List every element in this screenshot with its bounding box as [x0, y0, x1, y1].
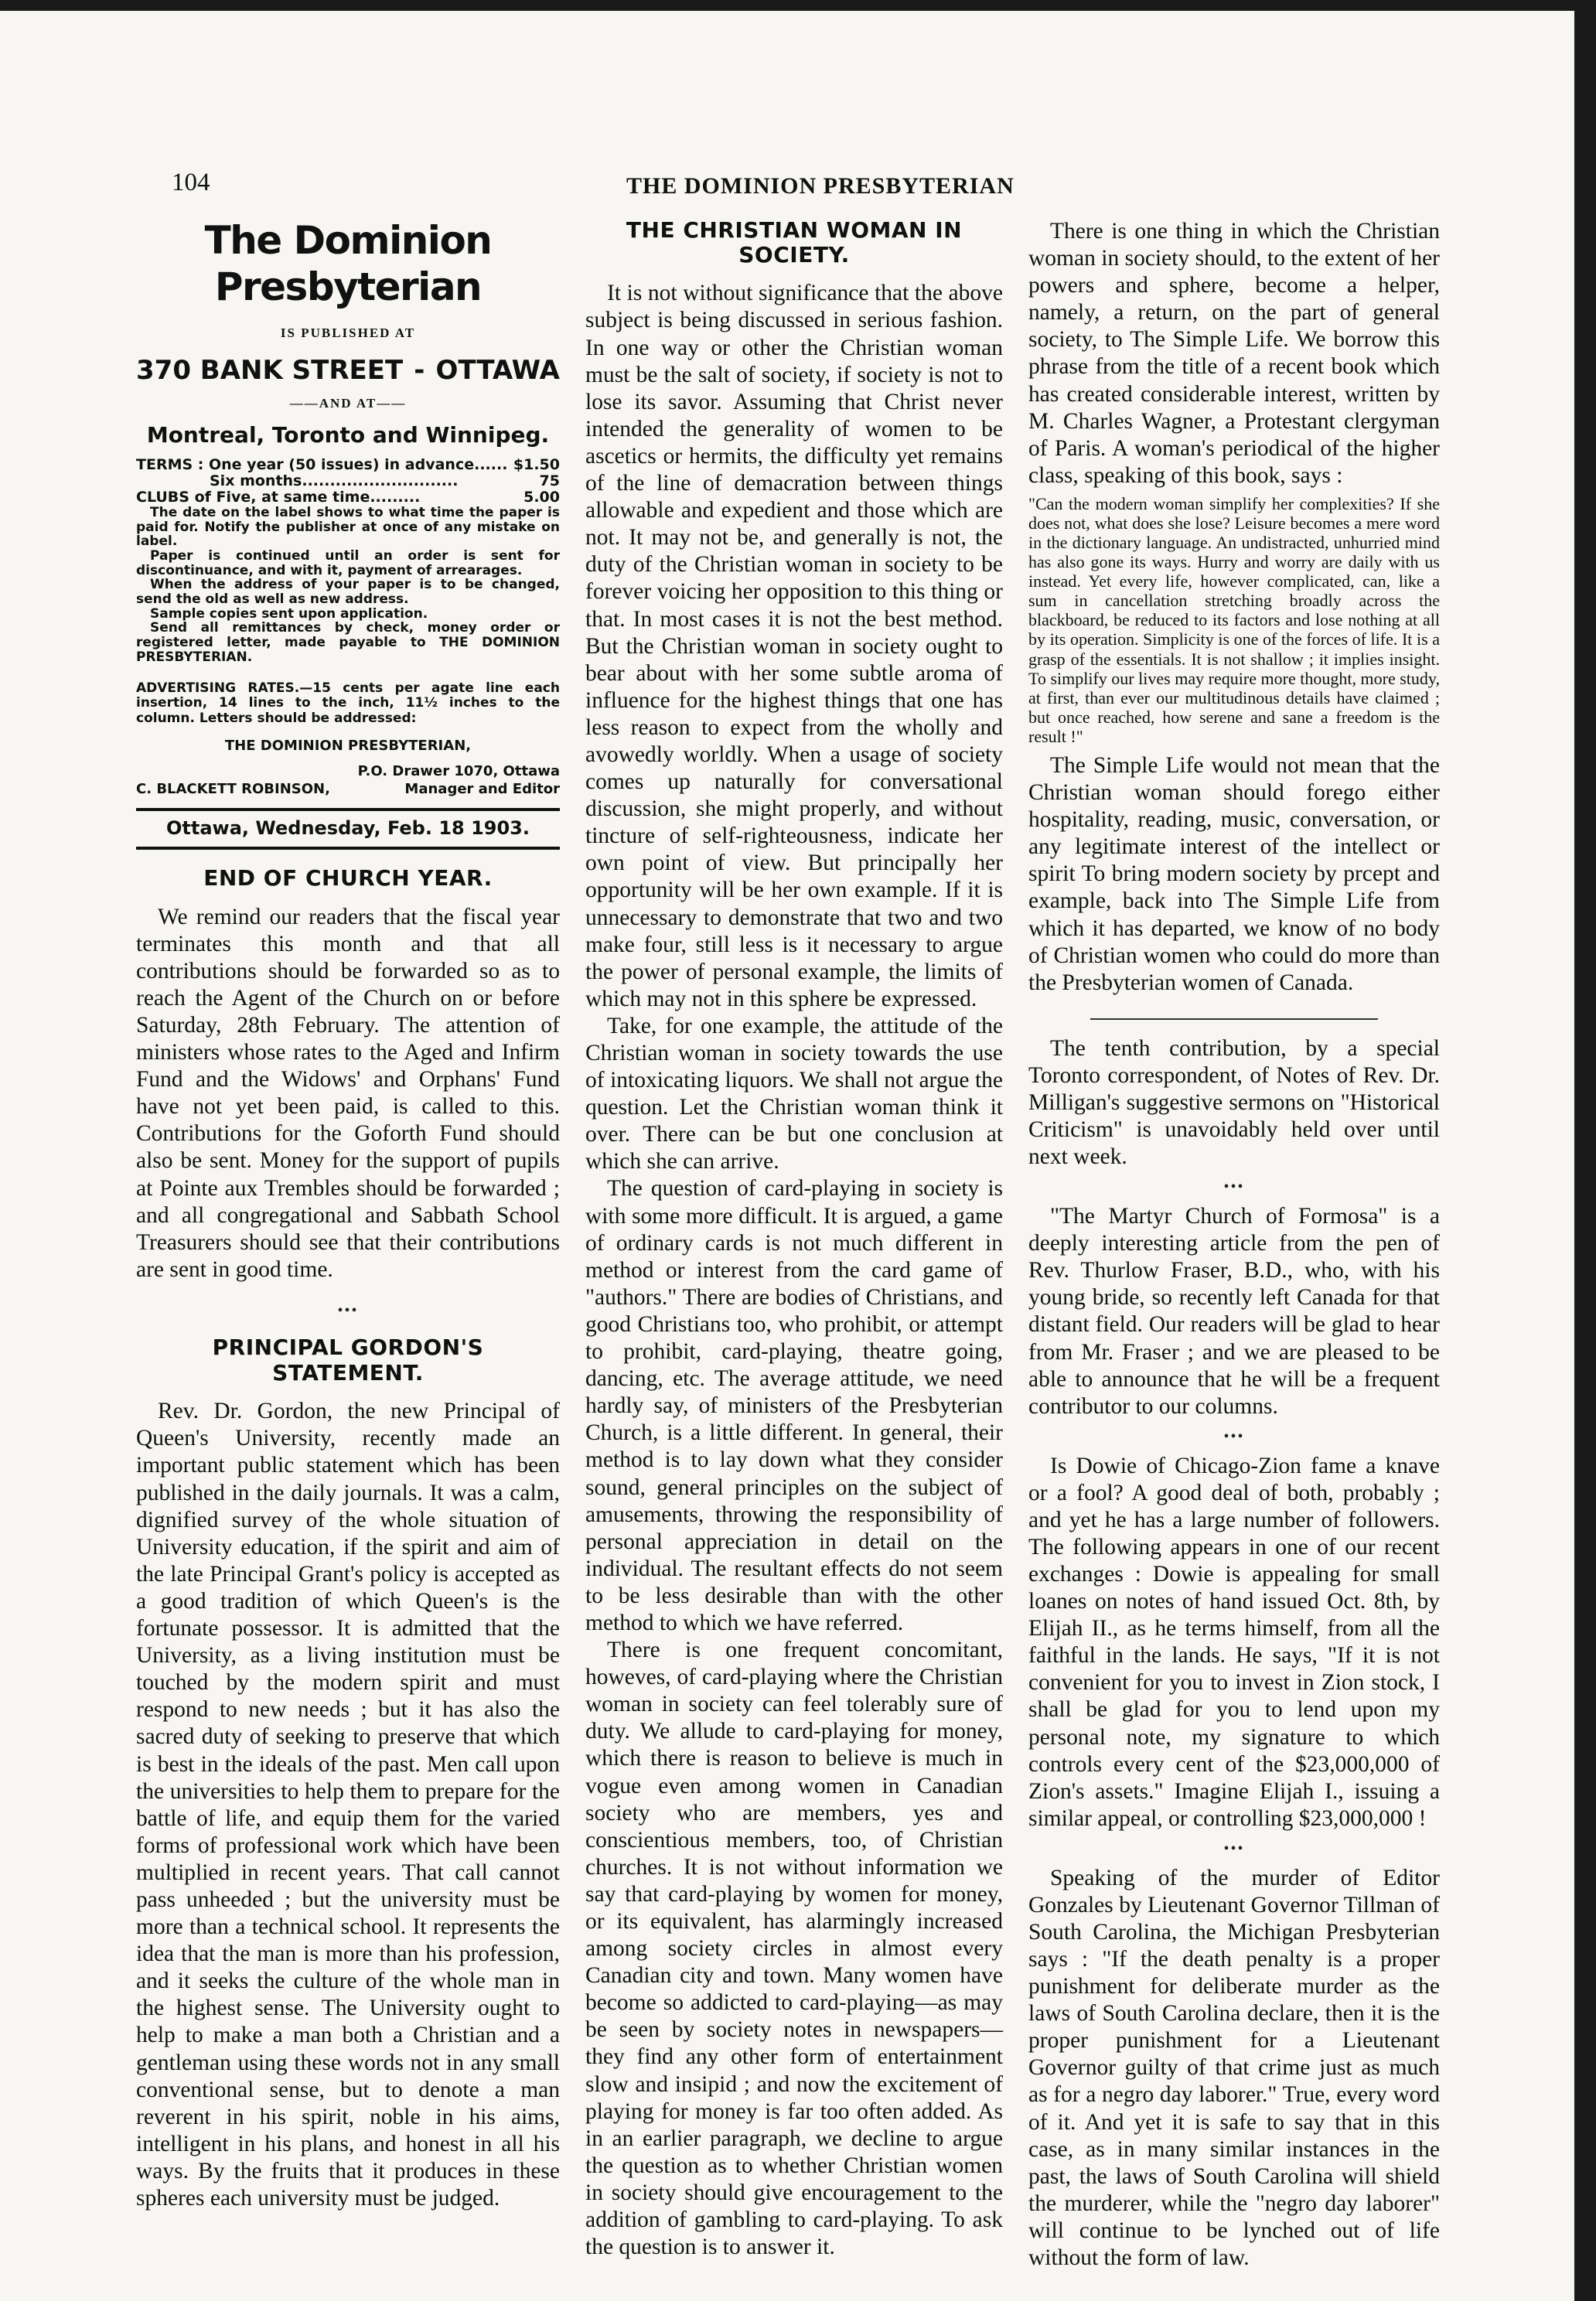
notice: Paper is continued until an order is sent for discontinuance, and with it, payment of arrearages. [136, 547, 560, 578]
terms-one-year: One year (50 issues) in advance...... [209, 456, 508, 474]
gonzales-note: Speaking of the murder of Editor Gonzales by Lieutenant Governor Tillman of South Carolina, the Michigan Presbyterian says : "If the death penalty is a proper punishment for deliberate murder as the laws of South Carolina declare, then it is the proper punishment for a Lieutenant Governor guilty of that crime just as much as for a negro day laborer." True, every word of it. And yet it is safe to say that in this case, as in many similar instances in the past, the laws of South Carolina will shield the murderer, while the "negro day laborer" will continue to be lynched out of life without the form of law. [1028, 1865, 1440, 2271]
column-right [1028, 218, 1440, 2272]
ornament: ••• [1223, 1839, 1245, 1857]
column-middle [585, 218, 1003, 2261]
masthead-title: The Dominion Presbyterian [204, 218, 492, 309]
city: OTTAWA [435, 355, 560, 387]
editor-line [136, 780, 560, 798]
po-box: P.O. Drawer 1070, Ottawa [357, 762, 560, 779]
christian-woman-p5: There is one thing in which the Christian woman in society should, to the extent of her powers and sphere, become a helper, namely, a return, on the part of general society, to The Simple Life. We borrow this phrase from the title of a recent book which has created considerable interest, written by M. Charles Wagner, a Protestant clergyman of Paris. A woman's periodical of the higher class, speaking of this book, says : [1028, 219, 1440, 488]
notice: When the address of your paper is to be changed, send the old as well as new address. [136, 577, 560, 607]
christian-woman-p4: There is one frequent concomitant, howeves, of card-playing where the Christian woman in society can feel tolerably sure of duty. We allude to card-playing for money, which there is reason to believe is much in vogue even among women in Canadian society who are members, yes and conscientious members, too, of Christian churches. It is not without information we say that card-playing by women for money, or its equivalent, has alarmingly increased among society circles in almost every Canadian city and town. Many women have become so addicted to card-playing—as may be seen by society notes in newspapers—they find any other form of entertainment slow and insipid ; and now the excitement of playing for money is far too often added. As in an earlier paragraph, we decline to argue the question as to whether Christian women in society should give encouragement to the addition of gambling to card-playing. To ask the question is to answer it. [585, 1638, 1003, 2260]
ornament: ••• [1223, 1427, 1245, 1445]
terms-six-months: Six months............................ [210, 472, 459, 490]
dateline: Ottawa, Wednesday, Feb. 18 1903. [136, 808, 560, 851]
subscription-terms [136, 457, 560, 506]
scan-edge-right [1574, 0, 1596, 2301]
terms-clubs: CLUBS of Five, at same time......... [136, 488, 421, 506]
terms-six-months-price: 75 [539, 472, 560, 490]
heading-christian-woman: THE CHRISTIAN WOMAN IN SOCIETY. [626, 217, 963, 268]
street: 370 BANK STREET [136, 355, 404, 387]
divider [1090, 1018, 1378, 1020]
editor-name: C. BLACKETT ROBINSON, [136, 781, 330, 798]
masthead-address [136, 355, 560, 386]
terms-one-year-price: $1.50 [513, 456, 560, 474]
heading-end-church-year: END OF CHURCH YEAR. [203, 865, 493, 891]
simple-life-quote: "Can the modern woman simplify her complexities? If she does not, what does she lose? Leisure becomes a mere word in the dictionary language. An undistracted, unhurried mind has also gone its ways. Hurry and worry are daily with us instead. Yet every life, however complicated, can, like a sum in cancellation stretching broadly across the blackboard, be reduced to its factors and lose nothing at all by its operation. Simplicity is one of the forces of life. It is a grasp of the essentials. It is not shallow ; it implies insight. To simplify our lives may require more thought, more study, at first, than ever our multitudinous details have claimed ; but once reached, how serene and sane a freedom is the result !" [1028, 493, 1440, 746]
ornament: ••• [337, 1301, 359, 1319]
editor-title: Manager and Editor [404, 781, 560, 798]
terms-label: TERMS : [136, 456, 204, 474]
published-at: IS PUBLISHED AT [280, 326, 416, 340]
gordon-body: Rev. Dr. Gordon, the new Principal of Queen's University, recently made an important public statement which has been published in the daily journals. It was a calm, dignified survey of the whole situation of University education, if the spirit and aim of the late Principal Grant's policy is accepted as a good tradition of which Queen's is the fortunate possessor. It is admitted that the University, as a living institution must be touched by the modern spirit and must respond to new needs ; but it has also the sacred duty of seeking to preserve that which is best in the ideals of the past. Men call upon the universities to help them to prepare for the battle of life, and equip them for the varied forms of professional work which have been multiplied in recent years. That call cannot pass unheeded ; but the university must be more than a technical school. It represents the idea that the man is more than his profession, and it seeks the culture of the whole man in the highest sense. The University ought to help to make a man both a Christian and a gentleman using these words not in any small conventional sense, but to denote a man reverent in his spirit, noble in his aims, intelligent in his plans, and honest in all his ways. By the fruits that it produces in these spheres each university must be judged. [136, 1399, 560, 2211]
formosa-note: "The Martyr Church of Formosa" is a deeply interesting article from the pen of Rev. Thurlow Fraser, B.D., who, with his young bride, so recently left Canada for that distant field. Our readers will be glad to hear from Mr. Fraser ; and we are pleased to be able to announce that he will be a frequent contributor to our columns. [1028, 1204, 1440, 1419]
terms-clubs-price: 5.00 [523, 488, 560, 506]
scan-edge-top [0, 0, 1596, 11]
terms-row-clubs [136, 489, 560, 506]
mailing-address [136, 737, 560, 799]
address-dash: - [414, 355, 425, 387]
ornament: ••• [1223, 1178, 1245, 1196]
christian-woman-p6: The Simple Life would not mean that the Christian woman should forego either hospitality, reading, music, conversation, or any legitimate interest of the intellect or spirit To bring modern society by prcept and example, back into The Simple Life from which it has departed, we know of no body of Christian women who could do more than the Presbyterian women of Canada. [1028, 752, 1440, 995]
end-church-year-body: We remind our readers that the fiscal year terminates this month and that all contributions should be forwarded so as to reach the Agent of the Church on or before Saturday, 28th February. The attention of ministers whose rates to the Aged and Infirm Fund and the Widows' and Orphans' Fund have not yet been paid, is called to this. Contributions for the Goforth Fund should also be sent. Money for the support of pupils at Pointe aux Trembles should be forwarded ; and all congregational and Sabbath School Treasurers should see that their contributions are sent in good time. [136, 904, 560, 1282]
column-left [136, 218, 560, 2212]
notice: The date on the label shows to what time the paper is paid for. Notify the publisher at once of any mistake on label. [136, 504, 560, 550]
dowie-note: Is Dowie of Chicago-Zion fame a knave or a fool? A good deal of both, probably ; and yet he has a large number of followers. The following appears in one of our recent exchanges : Dowie is appealing for small loanes on notes of hand issued Oct. 8th, by Elijah II., as he terms himself, from all the faithful in the lands. He says, "If it is not convenient for you to invest in Zion stock, I shall be glad for you to lend upon my personal note, my signature to which controls every cent of the $23,000,000 of Zion's assets." Imagine Elijah I., issuing a similar appeal, or controlling $23,000,000 ! [1028, 1453, 1440, 1831]
advertising-rates: ADVERTISING RATES.—15 cents per agate line each insertion, 14 lines to the inch, 11½ inches to the column. Letters should be addressed: [136, 680, 560, 726]
address-name: THE DOMINION PRESBYTERIAN, [224, 737, 472, 754]
terms-row-year [136, 457, 560, 473]
page-number: 104 [172, 169, 210, 196]
christian-woman-p3: The question of card-playing in society is with some more difficult. It is argued, a game of ordinary cards is not much different in method or interest from the card game of "authors." There are bodies of Christians, and good Christians too, who prohibit, or attempt to prohibit, card-playing, theatre going, dancing, etc. The average attitude, we need hardly say, of ministers of the Presbyterian Church, is a little different. In general, their method is to lay down what they consider sound, general principles on the subject of amusements, throwing the responsibility of personal appreciation in detail on the individual. The resultant effects do not seem to be less desirable than with the other method to which we have referred. [585, 1176, 1003, 1635]
christian-woman-p1: It is not without significance that the above subject is being discussed in serious fashion. In one way or other the Christian woman must be the salt of society, if society is not to lose its savor. Assuming that Christ never intended the generality of women to be ascetics or hermits, the difficulty yet remains of the line of demacration between things allowable and expedient and those which are not. It may not be, and generally is not, the duty of the Christian woman in society to be forever voicing her opposition to this thing or that. In most cases it is not the best method. But the Christian woman in society ought to bear about with her some subtle aroma of influence for the highest things that one has less reason to expect from the wholly and avowedly worldly. When a usage of society comes up naturally for conversational discussion, she might properly, and without tincture of self-righteousness, indicate her own point of view. But principally her opportunity will be her own example. If it is unnecessary to demonstrate that two and two make four, still less is it necessary to argue the power of personal example, the limits of which may not in this sphere be expressed. [585, 281, 1003, 1011]
notice: Send all remittances by check, money order or registered letter, made payable to THE DOMINION PRESBYTERIAN. [136, 620, 560, 665]
other-cities: Montreal, Toronto and Winnipeg. [146, 421, 550, 448]
and-at: ——AND AT—— [289, 395, 407, 411]
running-head: THE DOMINION PRESBYTERIAN [626, 173, 1015, 199]
heading-gordon: PRINCIPAL GORDON'S STATEMENT. [212, 1334, 484, 1386]
christian-woman-p2: Take, for one example, the attitude of the Christian woman in society towards the use of intoxicating liquors. We shall not argue the question. Let the Christian woman think it over. There can be but one conclusion at which she can arrive. [585, 1013, 1003, 1174]
terms-row-six [136, 473, 560, 489]
notice: Sample copies sent upon application. [150, 605, 428, 622]
milligan-note: The tenth contribution, by a special Toronto correspondent, of Notes of Rev. Dr. Milligan's suggestive sermons on "Historical Criticism" is unavoidably held over until next week. [1028, 1035, 1440, 1170]
subscription-notices [136, 506, 560, 665]
